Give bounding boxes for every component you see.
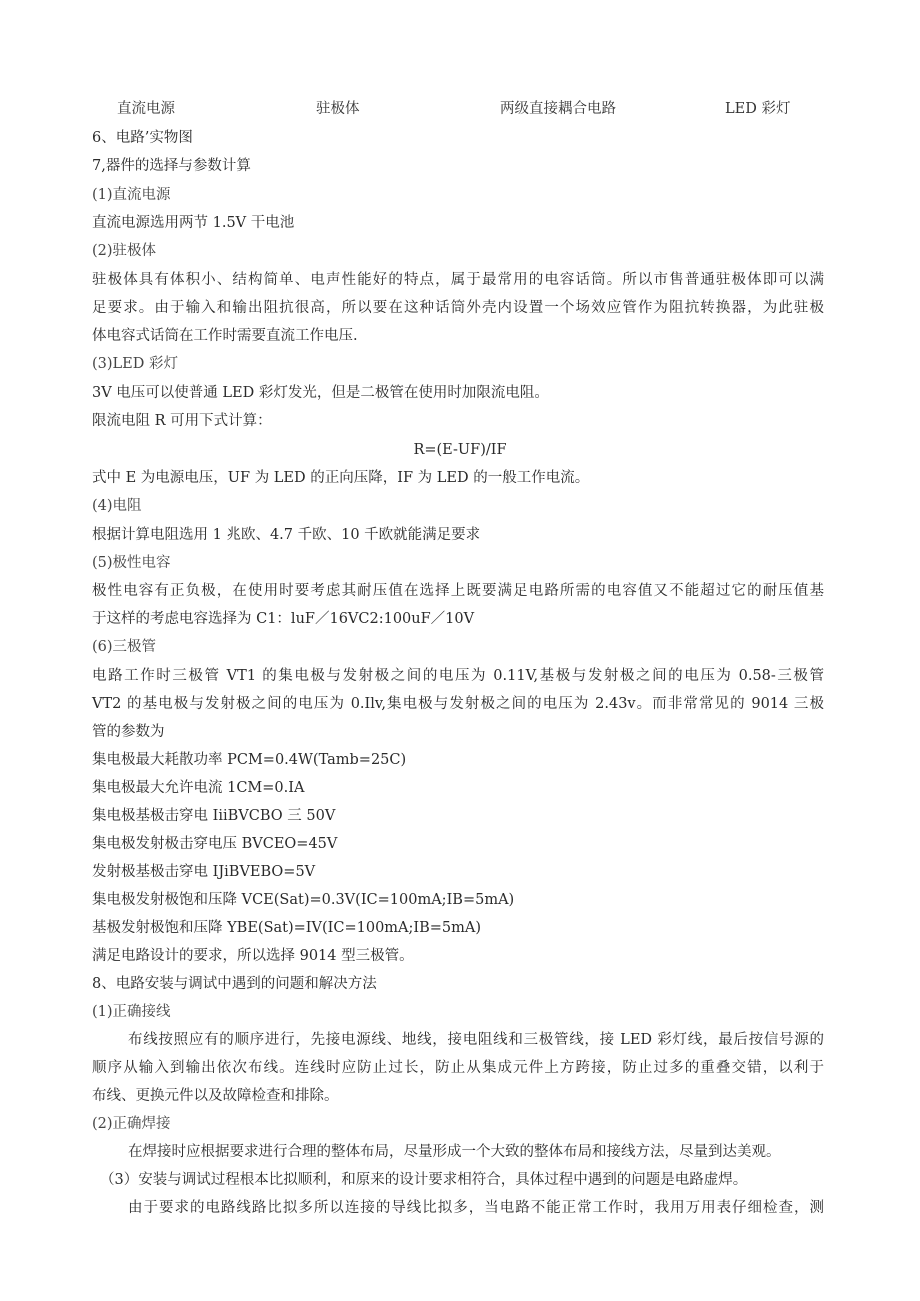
caption-two-stage-circuit: 两级直接耦合电路 bbox=[500, 101, 616, 117]
paragraph-line: 直流电源选用两节 1.5V 干电池 bbox=[92, 215, 295, 231]
paragraph-line: VT2 的基电极与发射极之间的电压为 0.Ilv,集电极与发射极之间的电压为 2.43v。而非常常见的 9014 三极 bbox=[92, 696, 824, 712]
paragraph-line: 足要求。由于输入和输出阻抗很高，所以要在这种话筒外壳内设置一个场效应管作为阻抗转换器，为此驻极 bbox=[92, 300, 824, 316]
caption-led-lamp: LED 彩灯 bbox=[725, 101, 791, 117]
parameter-line: 集电极最大耗散功率 PCM=0.4W(Tamb=25C) bbox=[92, 752, 407, 768]
subsection-heading: (4)电阻 bbox=[92, 498, 142, 514]
paragraph-line: 限流电阻 R 可用下式计算： bbox=[92, 413, 272, 429]
caption-dc-power: 直流电源 bbox=[117, 101, 175, 117]
paragraph-line: 顺序从输入到输出依次布线。连线时应防止过长，防止从集成元件上方跨接，防止过多的重叠交错，以利于 bbox=[92, 1060, 824, 1076]
formula: R=(E-UF)/IF bbox=[413, 442, 507, 458]
subsection-heading: (2)驻极体 bbox=[92, 243, 157, 259]
subsection-heading: (2)正确焊接 bbox=[92, 1116, 171, 1132]
parameter-line: 集电极发射极击穿电压 BVCEO=45V bbox=[92, 836, 338, 852]
parameter-line: 发射极基极击穿电 IJiBVEBO=5V bbox=[92, 864, 316, 880]
paragraph-line: 3V 电压可以使普通 LED 彩灯发光，但是二极管在使用时加限流电阻。 bbox=[92, 385, 549, 401]
paragraph-line: 管的参数为 bbox=[92, 724, 165, 740]
paragraph-line: 驻极体具有体积小、结构简单、电声性能好的特点，属于最常用的电容话筒。所以市售普通驻极体即可以满 bbox=[92, 272, 824, 288]
paragraph-line: 于这样的考虑电容选择为 C1：luF／16VC2:100uF／10V bbox=[92, 611, 475, 627]
subsection-heading: (3)LED 彩灯 bbox=[92, 356, 178, 372]
paragraph-line: 极性电容有正负极，在使用时要考虑其耐压值在选择上既要满足电路所需的电容值又不能超过它的耐压值基 bbox=[92, 583, 824, 599]
parameter-line: 基极发射极饱和压降 YBE(Sat)=IV(IC=100mA;IB=5mA) bbox=[92, 920, 482, 936]
section-heading: 7,器件的选择与参数计算 bbox=[92, 158, 251, 174]
parameter-line: 集电极最大允许电流 1CM=0.IA bbox=[92, 780, 305, 796]
paragraph-line: 由于要求的电路线路比拟多所以连接的导线比拟多，当电路不能正常工作时，我用万用表仔细检查，测 bbox=[128, 1200, 824, 1216]
subsection-heading: (5)极性电容 bbox=[92, 555, 171, 571]
paragraph-line: 布线按照应有的顺序进行，先接电源线、地线，接电阻线和三极管线，接 LED 彩灯线，最后按信号源的 bbox=[128, 1032, 824, 1048]
subsection-heading: (6)三极管 bbox=[92, 639, 157, 655]
parameter-line: 集电极基极击穿电 IiiBVCBO 三 50V bbox=[92, 808, 336, 824]
paragraph-line: 满足电路设计的要求，所以选择 9014 型三极管。 bbox=[92, 948, 414, 964]
paragraph-line: 电路工作时三极管 VT1 的集电极与发射极之间的电压为 0.11V,基极与发射极之间的电压为 0.58-三极管 bbox=[92, 668, 824, 684]
caption-electret: 驻极体 bbox=[316, 101, 360, 117]
paragraph-line: 布线、更换元件以及故障检查和排除。 bbox=[92, 1088, 339, 1104]
section-heading: 6、电路’实物图 bbox=[92, 130, 193, 146]
paragraph-line: 在焊接时应根据要求进行合理的整体布局，尽量形成一个大致的整体布局和接线方法，尽量到达美观。 bbox=[128, 1144, 781, 1160]
paragraph-line: （3）安装与调试过程根本比拟顺利，和原来的设计要求相符合，具体过程中遇到的问题是电路虚焊。 bbox=[100, 1172, 748, 1188]
subsection-heading: (1)直流电源 bbox=[92, 187, 171, 203]
figure-captions bbox=[0, 96, 920, 122]
section-heading: 8、电路安装与调试中遇到的问题和解决方法 bbox=[92, 976, 377, 992]
paragraph-line: 根据计算电阻选用 1 兆欧、4.7 千欧、10 千欧就能满足要求 bbox=[92, 527, 481, 543]
paragraph-line: 式中 E 为电源电压，UF 为 LED 的正向压降，IF 为 LED 的一般工作电流。 bbox=[92, 470, 590, 486]
paragraph-line: 体电容式话筒在工作时需要直流工作电压. bbox=[92, 328, 358, 344]
parameter-line: 集电极发射极饱和压降 VCE(Sat)=0.3V(IC=100mA;IB=5mA) bbox=[92, 892, 515, 908]
subsection-heading: (1)正确接线 bbox=[92, 1004, 171, 1020]
